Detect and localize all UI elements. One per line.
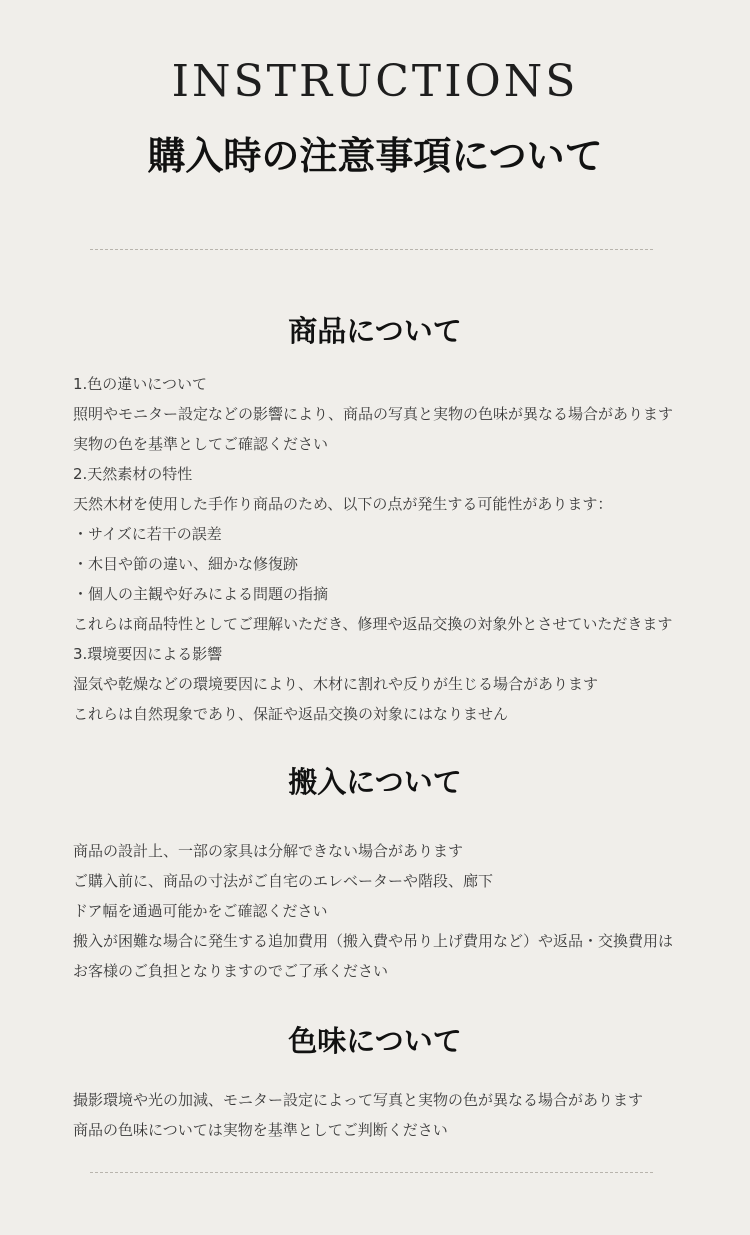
section-body-product (73, 369, 713, 729)
body-line: 照明やモニター設定などの影響により、商品の写真と実物の色味が異なる場合があります (73, 405, 674, 423)
body-line: ・サイズに若干の誤差 (73, 525, 222, 543)
body-line: 湿気や乾燥などの環境要因により、木材に割れや反りが生じる場合があります (73, 675, 599, 693)
section-title-product: 商品について (288, 314, 462, 348)
body-line: 3.環境要因による影響 (73, 645, 223, 663)
body-line: 撮影環境や光の加減、モニター設定によって写真と実物の色が異なる場合があります (73, 1091, 644, 1109)
body-line: これらは商品特性としてご理解いただき、修理や返品交換の対象外とさせていただきます (73, 615, 673, 633)
body-line: ・個人の主観や好みによる問題の指摘 (73, 585, 329, 603)
section-body-delivery (73, 836, 713, 986)
body-line: 商品の色味については実物を基準としてご判断ください (73, 1121, 448, 1139)
body-line: 1.色の違いについて (73, 375, 208, 393)
section-body-color (73, 1085, 713, 1145)
body-line: ご購入前に、商品の寸法がご自宅のエレベーターや階段、廊下 (73, 872, 494, 890)
body-line: お客様のご負担となりますのでご了承ください (73, 962, 389, 980)
body-line: これらは自然現象であり、保証や返品交換の対象にはなりません (73, 705, 509, 723)
top-divider (90, 249, 653, 250)
body-line: 2.天然素材の特性 (73, 465, 193, 483)
section-title-color: 色味について (288, 1024, 462, 1058)
body-line: ・木目や節の違い、細かな修復跡 (73, 555, 299, 573)
instructions-heading: INSTRUCTIONS (171, 56, 579, 107)
section-title-delivery: 搬入について (288, 765, 462, 799)
body-line: ドア幅を通過可能かをご確認ください (73, 902, 328, 920)
body-line: 実物の色を基準としてご確認ください (73, 435, 329, 453)
bottom-divider (90, 1172, 653, 1173)
body-line: 搬入が困難な場合に発生する追加費用（搬入費や吊り上げ費用など）や返品・交換費用は (73, 932, 674, 950)
body-line: 天然木材を使用した手作り商品のため、以下の点が発生する可能性があります： (73, 495, 613, 513)
body-line: 商品の設計上、一部の家具は分解できない場合があります (73, 842, 464, 860)
page-title: 購入時の注意事項について (147, 134, 603, 178)
